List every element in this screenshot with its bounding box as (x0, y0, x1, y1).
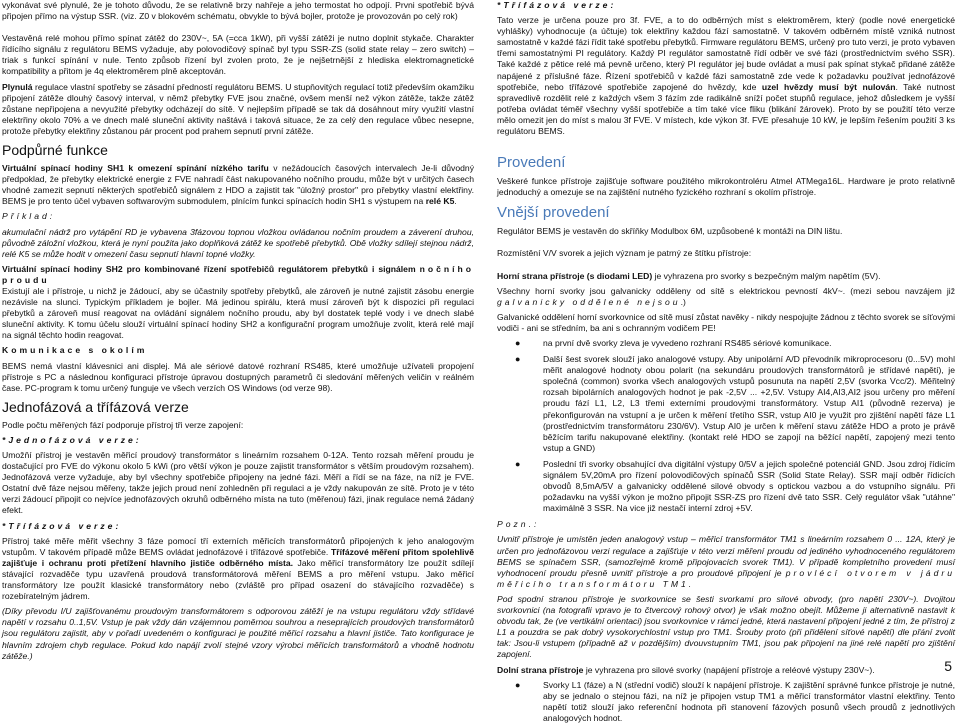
text: Existují ale i přístroje, u nichž je žádoucí, aby se účastnily spotřeby přebytků, ale zároveň je nutné zajistit zásobu energie nezávisle na slunci. Typickým příkladem je bojler. Má jedinou spirálu, která musí zároveň být k dispozici při regulaci přebytků a zároveň musí reagovat na ovládání signálem nočního proudu, aby byl dostatek teplé vody i ve dnech slabé sluneční aktivity. K tomu účelu slouží virtuální spínací hodiny SH2 a konfigurační program umožňuje zvolit, která relé mají na signál těchto hodin reagovat. (2, 285, 474, 341)
section-heading-support: Podpůrné funkce (2, 142, 108, 159)
paragraph (497, 534, 955, 589)
paragraph (497, 665, 955, 676)
section-heading-external: Vnější provedení (497, 204, 610, 222)
text: Svorky L1 (fáze) a N (střední vodič) slouží k napájení přístroje. K zajištění správné funkce přístroje je nutné, aby se jednalo o stejnou fázi, na níž je připojen vstup TM1 a měřicí transformátor vlastní elektřiny. Tento napětí totiž slouží jako referenční hodnota při stanovení fázových posunů všech proudů z jednotlivých analogových hodnot. (543, 679, 955, 723)
spaced-text: Pozn.: (497, 519, 540, 530)
left-column (2, 0, 474, 680)
spaced-text: nočního proudu (2, 263, 475, 285)
bullet-icon: ● (515, 354, 521, 365)
text: na první dvě svorky zleva je vyvedeno rozhraní RS485 sériové komunikace. (543, 337, 832, 348)
list-item (515, 459, 955, 514)
spaced-text: *Jednofázová verze: (2, 434, 142, 445)
text: regulace vlastní spotřeby se zásadní předností regulátoru BEMS. U stupňovitých regulací totiž především okamžiku připojení zátěže dlouhý časový interval, v němž přebytky FVE jsou značné, ovšem menší než výkon zátěže, takže zátěž zůstane nepřipojena a nevyužité přebytky odcházejí do sítě. V nejlepším případě se tak dá dosáhnout míry využití vlastní elektrřiny okolo 70% a ve dnech malé sluneční aktivity naštává i taková situace, že za celý den regulace vůbec nesepne, protože přebytky elektřiny zůstanou pár procent pod prahem sepnutí první zátěže. (2, 81, 474, 136)
paragraph (2, 33, 474, 77)
spaced-text: galvanicky oddělené nejsou (497, 296, 681, 307)
right-column (497, 0, 955, 723)
paragraph: akumulační nádrž pro vytápění RD je vybavena 3fázovou topnou vložkou ovládanou nočním proudem a záverení druhou, původně záložní vložkou, která je nyní použita jako doplňková zátěž ke spotřebě přebytků. Obě vložky sdílejí stejnou nádrž, relé K5 se může hodit v omezení času sepnutí hlavní topné vložky. (2, 226, 474, 259)
list-item (515, 354, 955, 454)
text: . (454, 196, 457, 207)
paragraph (2, 536, 474, 603)
bullet-icon: ● (515, 458, 521, 469)
three-phase-label (2, 521, 474, 532)
paragraph: Rozmístění V/V svorek a jejich význam je patrný ze štítku přístroje: (497, 248, 752, 259)
label: Příklad: (2, 211, 56, 222)
text: Přístroj také měře měřit všechny 3 fáze pomocí tří externích měřicích transformátorů připojených k jeho analogovým vstupům. V takovém případě může BEMS ovládat jednofázové i třífázové spotřebiče. (2, 535, 474, 557)
comm-label (2, 345, 474, 356)
bold-text: Virtuální spínací hodiny SH2 pro kombinované řízení spotřebičů regulátorem přebytků i signálem (2, 263, 416, 274)
list-item (515, 338, 955, 349)
paragraph (2, 163, 474, 207)
section-heading-phase: Jednofázová a třífázová verze (2, 398, 189, 415)
page-number: 5 (944, 658, 952, 674)
bold-text: uzel hvězdy musí být nulován (761, 81, 896, 92)
paragraph (497, 15, 955, 137)
paragraph: vykonávat své plynulé, že je tohoto důvodu, že se relativně brzy nahřeje a jeho termostat ho odpojí. Prvni spotřebič bývá připojen přímo na výstup SSR. (viz. Z0 v blokovém schématu, obvykle to bývá bojler, protože je provozován po celý rok) (2, 0, 474, 22)
text: v nežádoucích časových intervalech Je-li důvodný předpoklad, že přebytky elektrické energie z FVE nahradí část nakupovaného nočního proudu, může být v určitých časech vhodné zamezit sepnutí některých spotřebičů signálem z HDO a zajistit tak "úložný prostor" pro přebytky vlastní elektřiny. BEMS je pro tento účel vybaven softwarovým submodulem, plnícím funkci spínacích hodin SH1 s výstupem na (2, 163, 474, 207)
list-item (515, 680, 955, 724)
example-label (2, 211, 474, 222)
note-label (497, 519, 955, 530)
text: . Také nutnost spravedlivě rozdělit relé z každých všem 3 fázím zde radikálně sníží počet stupňů regulace, jehož důsledkem je vyšší potřeba ovládat téměř všechny vyšší spotřebiče a tím také více fliku (blikání žárovek). Proto by se použití této verze mělo omezit jen do míst s malou 3f FVE. V místech, kde výkon 3f. FVE přesahuje 10 kW, je lepším řešením použití 3 ks regulátoru BEMS. (497, 81, 955, 137)
text: .) (680, 296, 686, 307)
text: Další šest svorek slouží jako analogové vstupy. Aby unipolární A/D převodník mikroprocesoru (0...5V) mohl měřit analogové hodnoty obou polarit (na sekundáru proudových transformátorů je střídavé napětí), je společná (common) svorka všech analogových vstupů posunuta na napětí 2,5V (svorka Vcc/2). Měřitelný rozsah bipolárních analogových hodnot je pak -2,5V ... +2,5V. Vstupy AI4,AI3,AI2 jsou určeny pro měření proudu fází L1, L2, L3 třemi externími proudovými transformátory. Vstup AI1 (původně rezerva) je překonfigurován na vstupní a je určen k měření třetího SSR, vstup AI0 je využit pro zjištění napětí fáze L1 (prostřednictvím transformátoru 230/6V). Vstup AI0 je určen k měření stavu zátěže HDO a proto je právě běžícím tarifu nakupované elektřiny. (kontakt relé HDO se zapojí na běžící napětí, zapojený mezi tento vstup a GND) (543, 354, 955, 453)
one-phase-label (2, 435, 474, 446)
paragraph: Galvanické oddělení horní svorkovnice od sítě musí zůstat navěky - nikdy nespojujte žádnou z těchto svorek se síťovými vodiči - ani se středním, ba ani s ochranným vodičem PE! (497, 311, 955, 333)
bold-text: Virtuální spínací hodiny SH1 k omezení spínání nízkého tarifu (2, 163, 269, 174)
bold-text: Třífázové měření přitom spolehlivě zajišťuje i ochranu proti přetížení hlavního jističe odběrného místa. (2, 546, 474, 568)
text: Poslední tři svorky obsahující dva digitální výstupy 0/5V a jejich společné potenciál GND. Jsou zdroj řídicím signálem 5V,20mA pro řízení polovodičových spínačů SSR (Solid State Relay). SSR mají odběr řídicích obvodů 8,5mA/5V a galvanicky oddělené silové obvody s optickou vazbou a do vstupního signálu. Při požadavku na vyšší výkon je možno připojit SSR-ZS pro řízení dvě tato SSR. Celý regulátor však "utáhne" maximálně 3 SSR. Na vice již nestačí interní zdroj +5V. (543, 458, 955, 514)
bullet-icon: ● (515, 679, 521, 690)
text: Uvnitř přístroje je umístěn jeden analogový vstup – měřicí transformátor TM1 s lineárním rozsahem 0 ... 12A, který je určen pro jednofázovou verzi regulace a zajišťuje v této verzi měření proudu od jediného vyhodnoceného regulátorem BEMS se spínačem SSR, (samozřejmě kromě připojovacích svorek TM1). V případě kompletního provedení musí vyhodnocení proudu přesně uvnitř přístroje a pro proudové připojení je (497, 534, 955, 578)
paragraph (497, 271, 955, 282)
text: Všechny horní svorky jsou galvanicky odděleny od sítě s elektrickou pevností 4kV~. (mezi sebou navzájem již (497, 285, 955, 296)
paragraph (2, 264, 474, 342)
text: je vyhrazena pro svorky s bezpečným malým napětím (5V). (652, 270, 881, 281)
paragraph: Umožňí přístroj je vestavěn měřicí proudový transformátor s lineárním rozsahem 0-12A. Tento rozsah měření proudu je dostačující pro FVE do výkonu okolo 5 kWi (pro větší výkon je pouze zajistit transformátor s větším proudovým rozsahem). Jednofázová verze vyžaduje, aby byl všechny spotřebiče připojeny na jedné fázi. Měří a řídí se na fáze, na níž je FVE. Ostatní dvě fáze nejsou měřeny, takže jejich proud není zohledněn při regulaci a je vždy nakupován ze sítě. Proto je v této verzi žádoucí připojit co nejvíce jednofázových okruhů odběrného místa na tuto (měřenou) fázi, jinak regulace nemá žádaný efekt. (2, 450, 474, 516)
paragraph: Podle počtu měřených fází podporuje přístroj tři verze zapojení: (2, 419, 244, 430)
text: . (688, 578, 692, 589)
paragraph: Pod spodní stranou přístroje je svorkovnice se šesti svorkami pro silové obvody, (pro napětí 230V~). Dvojitou svorkovnici (na fotografii vpravo je to čtvercový rohový otvor) je však možno obejít. Můžeme ji alternativně nastavit k obvodu tak, že (ve vertikální orientaci) jsou svorkovnice v rámci jedné, která nastavení připojení jedné z tím, že přístroj z L1 a pouzdra se pak dobrý vysokorychlostní vstup pro TM1. Šrouby proto (při přidělení síťové napětí) dle přání zvolit tak: Jsou-li vstupem (případně až v pozdějším) dvouvstupním TM1, jsou pak připojení na jiné relé napětí pro zjištění zapojení. (497, 593, 955, 660)
spaced-text: provlécí otvorem v jádru měřicího transformátoru TM1 (497, 567, 955, 589)
bold-text: Horní strana přístroje (s diodami LED) (497, 270, 653, 281)
text: je vyhrazena pro silové svorky (napájení přístroje a reléové výstupy 230V~). (583, 664, 875, 675)
bold-text: Dolní strana přístroje (497, 664, 584, 675)
bullet-icon: ● (515, 337, 521, 348)
bold-text: relé K5 (425, 196, 455, 207)
text: Tato verze je určena pouze pro 3f. FVE, a to do odběrných míst s elektroměrem, který (podle nové energetické vyhlášky) vyhodnocuje (a účtuje) tok elektřiny každou fází samostatně. V takovém odběrném místě vzniká nutnost samostatně v každé fázi řídit také spotřebu přebytků. Firmware regulátoru BEMS, určený pro tuto verzi, je proto vybaven třemi samostatnými PI regulátory. Každý PI regulátor samostatně řídí odběr ve své fázi (prostřednictvím svého SSR). Také každé z pětice relé má pevně určeno, který PI regulátor jej bude ovládat a musí pak spínat stykač přidané zátěže napájené z příslušné fáze. Řízení spotřebičů v každé fázi samostatně zde vede k požadavku používat jednofázové spotřebiče, nebo třífázové spotřebiče zapojené do hvězdy, kde (497, 15, 955, 92)
text: Vestavěná relé mohou přímo spínat zátěž do 230V~, 5A (=cca 1kW), při vyšší zátěži je nutno doplnit stykače. Charakter řídícího signálu z regulátoru BEMS vyžaduje, aby polovodičový spínač byl typu SSR-ZS (solid state relay – zero switch) – triak s funkcí spínání v nule. Tento způsob řízení byl zvolen proto, že je nejšetrnější z hlediska elektromagnetické kompatibility a přitom je 4q elektroměrem plně akceptován. (2, 33, 474, 77)
spaced-text: *Třífázová verze: (497, 0, 617, 10)
text: Jako měřicí transformátory lze použít sdílejí stávající rozvaděče typu uzavřená proudová transformátorová měření BEMS a pro měření vstupu. Jako měřicí transformátory lze použít klasické transformátory nebo (zvláště pro případ osazení do stávajícího rozvaděče) s rozebíratelným jádrem. (2, 557, 474, 602)
paragraph: Veškeré funkce přístroje zajišťuje software použitého mikrokontroléru Atmel ATMega16L. Hardware je proto relativně jednoduchý a omezuje se na zajištění nutného fyzického rozhraní s okolím přístroje. (497, 176, 955, 198)
three-phase-label (497, 0, 955, 11)
paragraph (497, 286, 955, 308)
bold-text: Plynulá (2, 81, 33, 92)
spaced-text: Komunikace s okolím (2, 345, 148, 356)
section-heading-intro: Provedení (497, 154, 566, 172)
paragraph: (Díky převodu I/U zajišťovanému proudovým transformátorem s odporovou zátěží je na vstupu regulátoru vždy střídavé napětí v rozsahu 0..1,5V. Vstup je pak vždy dán vzájemnou poměrnou souhrou a neseprajících proudových transformátorů jsou regulátoru zajistit, aby v pořadí uvedeném o konfiguraci je použité měřicí rozsahu a hlavní jističe. Tato konfigurace je hlavním zdrojem chyb regulace. Pokud kdo napájí zvolí stejné vzory výrobci měřicích transformátorů a vhodně hodnotu zátěže.) (2, 606, 474, 661)
paragraph (2, 82, 474, 137)
spaced-text: *Třífázová verze: (2, 520, 122, 531)
paragraph: BEMS nemá vlastní klávesnici ani displej. Má ale sériové datové rozhraní RS485, které umožňuje užívateli propojení přístroje s PC a následnou konfiguraci přístroje úpravou dostupných parametrů či sledování měřených veličin v reálném čase. PC-program k tomu určený funguje ve všech verzích OS Windows (od verze 98). (2, 360, 474, 393)
paragraph: Regulátor BEMS je vestavěn do skříňky Modulbox 6M, uzpůsobené k montáži na DIN lištu. (497, 226, 843, 237)
